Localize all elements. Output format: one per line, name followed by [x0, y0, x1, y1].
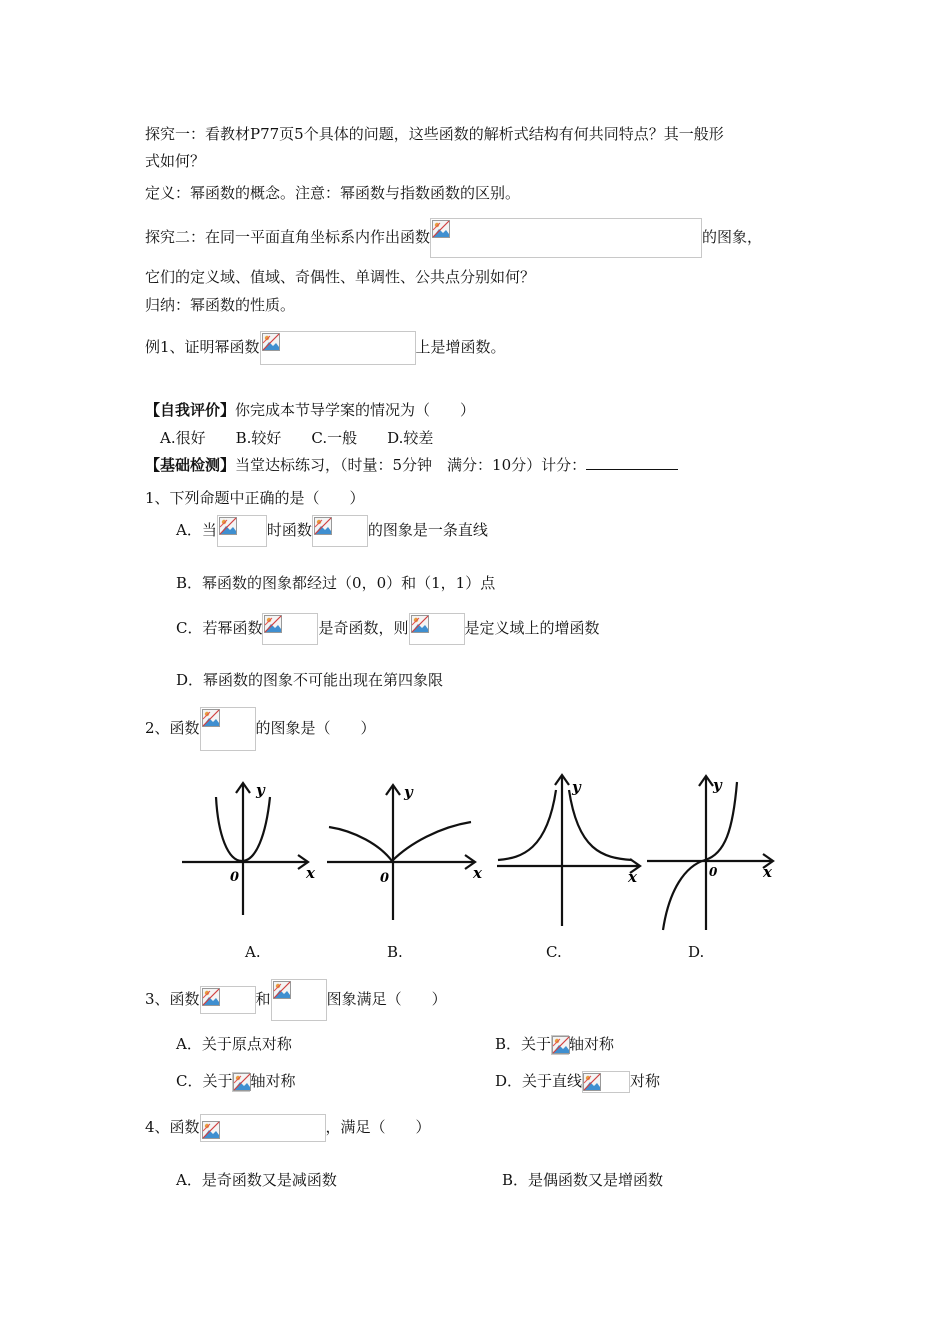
q2-text-2: 的图象是（ ） [255, 719, 376, 737]
q3-text-1: 3、函数 [145, 990, 200, 1008]
q3d-text-1: D．关于直线 [495, 1072, 583, 1090]
explore1-line2: 式如何？ [145, 152, 206, 170]
q4-text-1: 4、函数 [145, 1118, 200, 1136]
self-eval-line [145, 400, 475, 420]
formula-image [430, 218, 702, 258]
q1-option-b: B．幂函数的图象都经过（0，0）和（1，1）点 [176, 574, 496, 592]
self-eval-options: A.很好 B.较好 C.一般 D.较差 [160, 429, 434, 447]
broken-image-icon [411, 615, 429, 633]
formula-image [232, 1072, 250, 1092]
curve-c-left [498, 790, 556, 860]
question-2 [145, 706, 376, 751]
graph-a [180, 775, 320, 920]
x-label: x [628, 868, 637, 886]
q1-option-c [176, 612, 600, 645]
basic-test-text: 当堂达标练习，（时量：5分钟 满分：10分）计分： [235, 456, 587, 474]
graph-label-b: B. [387, 943, 403, 961]
formula-image [200, 986, 256, 1014]
origin-label: 0 [230, 870, 240, 885]
q1a-text-2: 时函数 [266, 521, 312, 539]
q2-text-1: 2、函数 [145, 719, 200, 737]
formula-image [582, 1071, 630, 1093]
summary-line: 归纳：幂函数的性质。 [145, 296, 296, 314]
q1c-text-3: 是定义域上的增函数 [464, 619, 600, 637]
broken-image-icon [219, 517, 237, 535]
graph-label-a: A. [245, 943, 261, 961]
q1c-text-2: 是奇函数，则 [318, 619, 409, 637]
graph-c [492, 770, 647, 930]
q3c-text-1: C．关于 [176, 1072, 233, 1090]
q4-text-2: ，满足（ ） [325, 1118, 431, 1136]
broken-image-icon [202, 1121, 220, 1139]
example1-suffix: 上是增函数。 [415, 338, 506, 356]
question-1: 1、下列命题中正确的是（ ） [145, 489, 365, 507]
q1-option-a [176, 514, 488, 547]
q3-text-3: 图象满足（ ） [326, 990, 447, 1008]
q3d-text-2: 对称 [630, 1072, 661, 1090]
explore2-line2: 它们的定义域、值域、奇偶性、单调性、公共点分别如何？ [145, 268, 536, 286]
q3-text-2: 和 [255, 990, 271, 1008]
y-label: y [713, 776, 722, 794]
explore2-suffix: 的图象， [702, 228, 763, 246]
origin-label: 0 [380, 871, 390, 886]
broken-image-icon [314, 517, 332, 535]
q1a-text-1: A．当 [176, 521, 217, 539]
q3b-text-1: B．关于 [495, 1035, 552, 1053]
graph-d [645, 770, 785, 935]
explore2-line [145, 217, 762, 258]
formula-image [200, 1114, 326, 1142]
self-eval-tag: 【自我评价】 [145, 401, 236, 419]
question-3 [145, 978, 447, 1021]
broken-image-icon [262, 333, 280, 351]
question-4 [145, 1110, 431, 1144]
formula-image [409, 613, 465, 645]
graph-label-d: D. [688, 943, 705, 961]
graph-label-c: C. [546, 943, 562, 961]
y-label: y [256, 781, 265, 799]
q1-option-d: D．幂函数的图象不可能出现在第四象限 [176, 671, 444, 689]
q3-option-b [495, 1034, 614, 1055]
q3-option-c [176, 1071, 296, 1092]
curve-b [329, 822, 471, 861]
formula-image [551, 1035, 569, 1055]
broken-image-icon [552, 1036, 570, 1054]
formula-image [200, 707, 256, 751]
basic-test-line [145, 455, 678, 475]
score-blank[interactable] [586, 455, 678, 470]
broken-image-icon [432, 220, 450, 238]
broken-image-icon [583, 1073, 601, 1091]
basic-test-tag: 【基础检测】 [145, 456, 236, 474]
q1a-text-3: 的图象是一条直线 [367, 521, 488, 539]
formula-image [262, 613, 318, 645]
definition-line: 定义：幂函数的概念。注意：幂函数与指数函数的区别。 [145, 184, 521, 202]
x-label: x [306, 864, 315, 882]
q3-option-a: A．关于原点对称 [176, 1035, 292, 1053]
example1-prefix: 例1、证明幂函数 [145, 338, 260, 356]
broken-image-icon [273, 981, 291, 999]
x-label: x [763, 863, 772, 881]
formula-image [260, 331, 416, 365]
y-label: y [404, 783, 413, 801]
curve-c-right [569, 790, 632, 860]
broken-image-icon [202, 709, 220, 727]
graph-b [325, 775, 485, 925]
explore1-line1: 探究一：看教材P77页5个具体的问题，这些函数的解析式结构有何共同特点？其一般形 [145, 125, 724, 143]
broken-image-icon [264, 615, 282, 633]
q3-option-d [495, 1071, 660, 1093]
formula-image [312, 515, 368, 547]
formula-image [217, 515, 267, 547]
origin-label: 0 [709, 865, 718, 879]
x-label: x [473, 864, 482, 882]
curve-d [663, 782, 737, 930]
formula-image [271, 979, 327, 1021]
q4-option-b: B．是偶函数又是增函数 [502, 1171, 664, 1189]
q1c-text-1: C．若幂函数 [176, 619, 263, 637]
broken-image-icon [233, 1073, 251, 1091]
q3b-text-2: 轴对称 [569, 1035, 615, 1053]
broken-image-icon [202, 988, 220, 1006]
self-eval-text: 你完成本节导学案的情况为（ ） [235, 401, 476, 419]
explore2-prefix: 探究二：在同一平面直角坐标系内作出函数 [145, 228, 431, 246]
y-label: y [572, 778, 581, 796]
example1-line [145, 330, 506, 365]
q4-option-a: A．是奇函数又是减函数 [176, 1171, 337, 1189]
q3c-text-2: 轴对称 [250, 1072, 296, 1090]
